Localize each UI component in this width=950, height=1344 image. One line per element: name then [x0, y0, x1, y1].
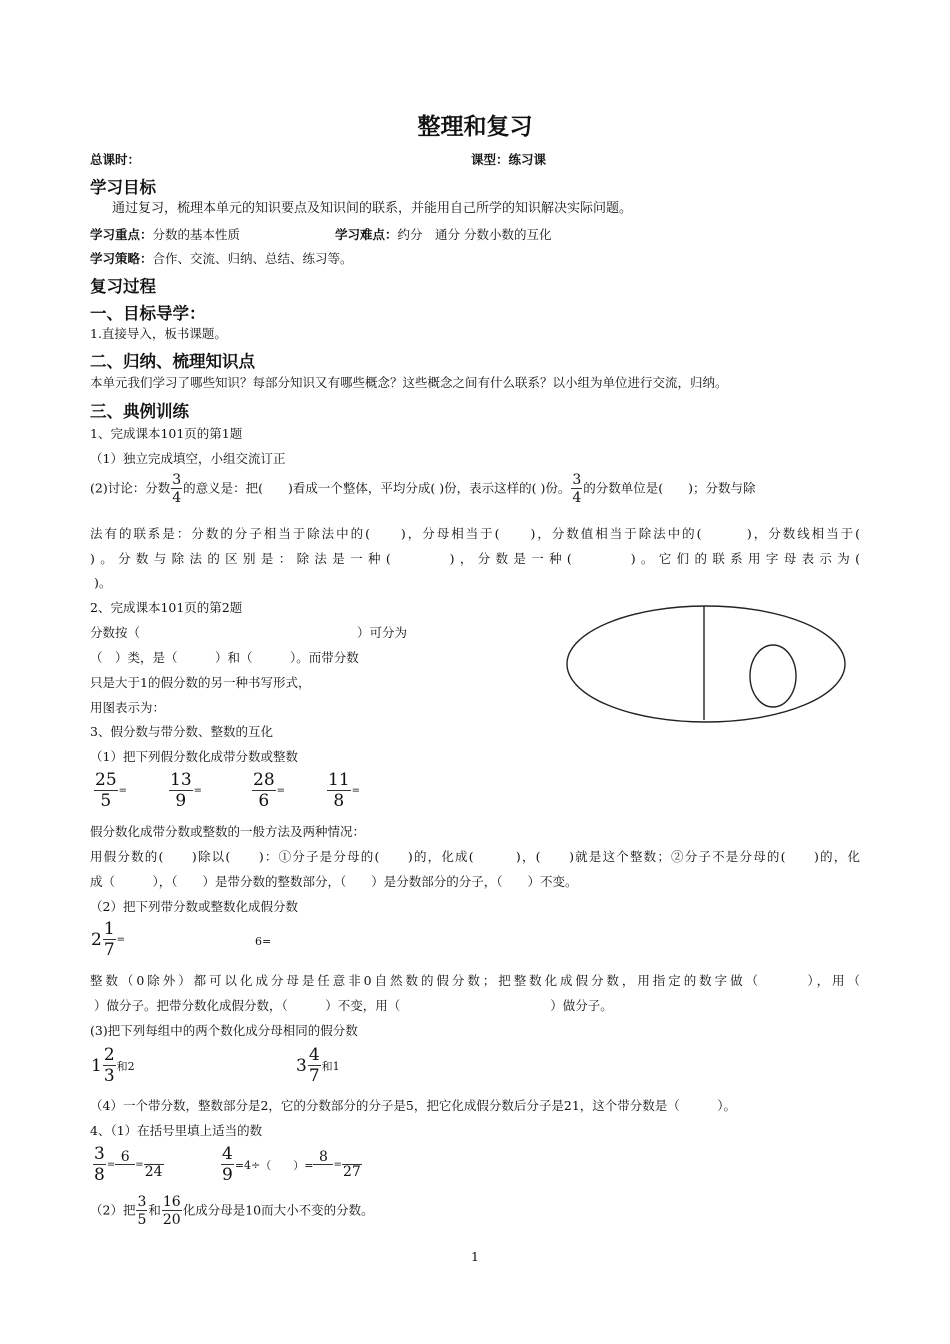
q4-title: 4、（1）在括号里填上适当的数 — [90, 1123, 263, 1138]
fraction: $\frac{2}{3}$ — [103, 1045, 115, 1086]
fraction: $\frac{13}{9}$ — [170, 770, 192, 811]
focus-text: 分数的基本性质 — [152, 227, 241, 242]
equation-1: $\frac{3}{8}$ = 6 = 24 — [94, 1144, 163, 1185]
process-heading: 复习过程 — [90, 277, 156, 296]
fraction: $\frac{3}{8}$ — [94, 1144, 105, 1185]
q3-method-line1: 用假分数的( )除以( )：①分子是分母的( )的，化成( )，( )就是这个整数；②分子不是分母的( )的，化 — [90, 849, 860, 864]
goal-text: 通过复习，梳理本单元的知识要点及知识间的联系，并能用自己所学的知识解决实际问题。 — [112, 201, 633, 216]
improper-fraction-1: $\frac{25}{5}$ = — [95, 770, 128, 811]
group-1: 1 $\frac{2}{3}$ 和2 — [91, 1045, 135, 1086]
section3-heading: 三、典例训练 — [90, 402, 189, 421]
fraction-blank: 6 — [115, 1150, 135, 1181]
mixed-number-1: 2 $\frac{1}{7}$ = — [91, 919, 126, 960]
section1-text: 1.直接导入，板书课题。 — [90, 326, 227, 341]
fraction: $\frac{16}{20}$ — [162, 1194, 181, 1228]
q3-part1: （1）把下列假分数化成带分数或整数 — [90, 749, 298, 764]
q3-method-line2: 成（ ），（ ）是带分数的整数部分，（ ）是分数部分的分子，（ ）不变。 — [90, 874, 578, 889]
q1-line3: )。分数与除法的区别是：除法是一种( )，分数是一种( )。它们的联系用字母表示为( — [90, 551, 860, 566]
lesson-type: 课型：练习课 — [471, 152, 547, 167]
fraction: $\frac{11}{8}$ — [328, 770, 350, 811]
q1-part2-b: 的意义是：把( )看成一个整体，平均分成( )份，表示这样的( )份。 — [183, 480, 571, 496]
q3-rule-line2: ）做分子。把带分数化成假分数，（ ）不变，用（ ）做分子。 — [94, 998, 613, 1013]
q3-method: 假分数化成带分数或整数的一般方法及两种情况： — [90, 824, 366, 839]
difficulty-row — [335, 226, 552, 244]
q3-rule-line1: 整数（0除外）都可以化成分母是任意非0自然数的假分数；把整数化成假分数，用指定的数字做（ ），用（ — [90, 973, 860, 988]
improper-fraction-4: $\frac{11}{8}$ = — [328, 770, 361, 811]
q2-line1b: ）可分为 — [357, 625, 408, 640]
q1-part2-c: 的分数单位是( )；分数与除 — [583, 480, 756, 496]
q2-line2: （ ）类，是（ ）和（ ）。而带分数 — [90, 650, 359, 665]
q1-part1: （1）独立完成填空，小组交流订正 — [90, 451, 286, 466]
fraction: $\frac{3}{4}$ — [172, 472, 182, 506]
fraction: $\frac{1}{7}$ — [103, 919, 115, 960]
group-2: 3 $\frac{4}{7}$ 和1 — [296, 1045, 340, 1086]
q1-part2-a: (2)讨论：分数 — [90, 480, 171, 496]
focus-label: 学习重点： — [90, 227, 153, 242]
fraction: $\frac{28}{6}$ — [253, 770, 275, 811]
focus-row — [90, 226, 240, 244]
q1-part2 — [90, 473, 756, 505]
improper-fraction-2: $\frac{13}{9}$ = — [170, 770, 203, 811]
difficulty-label: 学习难点： — [335, 227, 398, 242]
fraction: $\frac{3}{5}$ — [137, 1194, 147, 1228]
fraction-blank: 27 — [342, 1150, 362, 1181]
strategy-text: 合作、交流、归纳、总结、练习等。 — [152, 251, 353, 266]
improper-fraction-3: $\frac{28}{6}$ = — [253, 770, 286, 811]
q4-part2: （2）把 $\frac{3}{5}$ 和 $\frac{16}{20}$ 化成分母是10而大小不变的分数。 — [90, 1194, 374, 1228]
equation-2: $\frac{4}{9}$ =4÷（ ）= 8 = 27 — [222, 1144, 361, 1185]
q2-line3: 只是大于1的假分数的另一种书写形式， — [90, 675, 311, 690]
q3-part2: （2）把下列带分数或整数化成假分数 — [90, 899, 298, 914]
strategy-label: 学习策略： — [90, 251, 153, 266]
q1-line4: )。 — [94, 575, 112, 590]
q2-line4: 用图表示为： — [90, 700, 166, 715]
integer-equation: 6= — [255, 935, 272, 948]
section1-heading: 一、目标导学： — [90, 304, 206, 323]
q3-title: 3、假分数与带分数、整数的互化 — [90, 724, 273, 739]
goal-heading: 学习目标 — [90, 178, 156, 197]
q3-part4: （4）一个带分数，整数部分是2，它的分数部分的分子是5，把它化成假分数后分子是21，这个带分数是（ ）。 — [90, 1098, 737, 1113]
section2-text: 本单元我们学习了哪些知识？每部分知识又有哪些概念？这些概念之间有什么联系？以小组为单位进行交流，归纳。 — [90, 375, 728, 390]
classification-diagram — [560, 603, 860, 727]
fraction: $\frac{3}{4}$ — [572, 472, 582, 506]
section2-heading: 二、归纳、梳理知识点 — [90, 352, 255, 371]
fraction: $\frac{4}{7}$ — [308, 1045, 320, 1086]
fraction: $\frac{25}{5}$ — [95, 770, 117, 811]
total-lessons: 总课时： — [90, 152, 141, 167]
q1-line2: 法有的联系是：分数的分子相当于除法中的( )，分母相当于( )，分数值相当于除法中的( )，分数线相当于( — [90, 526, 860, 541]
page-number: 1 — [471, 1249, 479, 1264]
q2-line1a: 分数按（ — [90, 625, 141, 640]
fraction-blank: 8 — [313, 1150, 333, 1181]
outer-ellipse — [567, 606, 845, 722]
q1-title: 1、完成课本101页的第1题 — [90, 426, 243, 441]
difficulty-text: 约分 通分 分数小数的互化 — [397, 227, 552, 242]
q2-title: 2、完成课本101页的第2题 — [90, 600, 243, 615]
q3-part3: (3)把下列每组中的两个数化成分母相同的假分数 — [90, 1023, 358, 1038]
page-title: 整理和复习 — [417, 114, 533, 140]
inner-ellipse — [750, 645, 796, 707]
strategy-row — [90, 250, 353, 268]
fraction: $\frac{4}{9}$ — [222, 1144, 233, 1185]
fraction-blank: 24 — [144, 1150, 164, 1181]
